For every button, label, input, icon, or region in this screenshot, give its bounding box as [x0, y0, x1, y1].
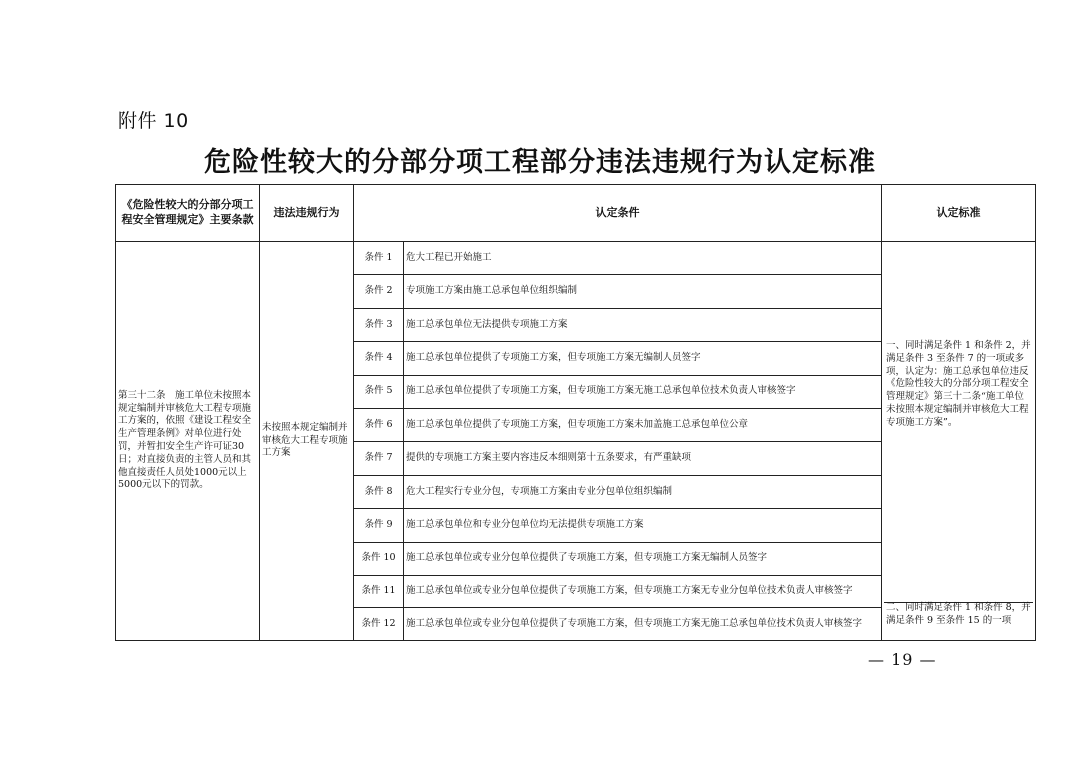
header-behavior: 违法违规行为	[260, 185, 354, 242]
condition-text: 施工总承包单位提供了专项施工方案，但专项施工方案无编制人员签字	[404, 342, 882, 375]
standards-table	[115, 184, 1036, 641]
page-number: — 19 —	[868, 650, 937, 669]
condition-label: 条件 8	[354, 475, 404, 508]
header-clause: 《危险性较大的分部分项工程安全管理规定》主要条款	[116, 185, 260, 242]
condition-label: 条件 1	[354, 242, 404, 275]
condition-label: 条件 10	[354, 542, 404, 575]
standard-one: 一、同时满足条件 1 和条件 2，并满足条件 3 至条件 7 的一项或多项，认定为：施工总承包单位违反《危险性较大的分部分项工程安全管理规定》第三十二条“施工单位未按照本规定编制并审核危大工程专项施工方案”。	[886, 340, 1031, 428]
condition-text: 危大工程实行专业分包，专项施工方案由专业分包单位组织编制	[404, 475, 882, 508]
standard-cell	[882, 242, 1036, 641]
condition-text: 施工总承包单位提供了专项施工方案，但专项施工方案未加盖施工总承包单位公章	[404, 409, 882, 442]
header-standard: 认定标准	[882, 185, 1036, 242]
condition-text: 专项施工方案由施工总承包单位组织编制	[404, 275, 882, 308]
condition-label: 条件 12	[354, 608, 404, 641]
condition-label: 条件 3	[354, 308, 404, 341]
condition-text: 施工总承包单位无法提供专项施工方案	[404, 308, 882, 341]
condition-label: 条件 4	[354, 342, 404, 375]
standard-two: 二、同时满足条件 1 和条件 8，并满足条件 9 至条件 15 的一项	[886, 602, 1031, 626]
table-header-row	[116, 185, 1036, 242]
condition-label: 条件 2	[354, 275, 404, 308]
condition-text: 提供的专项施工方案主要内容违反本细则第十五条要求，有严重缺项	[404, 442, 882, 475]
condition-label: 条件 11	[354, 576, 404, 608]
behavior-cell: 未按照本规定编制并审核危大工程专项施工方案	[260, 242, 354, 641]
header-conditions: 认定条件	[354, 185, 882, 242]
condition-label: 条件 7	[354, 442, 404, 475]
condition-text: 施工总承包单位提供了专项施工方案，但专项施工方案无施工总承包单位技术负责人审核签字	[404, 375, 882, 408]
condition-text: 危大工程已开始施工	[404, 242, 882, 275]
condition-label: 条件 9	[354, 509, 404, 542]
condition-text: 施工总承包单位和专业分包单位均无法提供专项施工方案	[404, 509, 882, 542]
table-row	[116, 242, 1036, 275]
clause-cell: 第三十二条 施工单位未按照本规定编制并审核危大工程专项施工方案的，依照《建设工程安全生产管理条例》对单位进行处罚，并暂扣安全生产许可证30日；对直接负责的主管人员和其他直接责任人员处1000元以上5000元以下的罚款。	[116, 242, 260, 641]
condition-label: 条件 6	[354, 409, 404, 442]
condition-text: 施工总承包单位或专业分包单位提供了专项施工方案，但专项施工方案无施工总承包单位技术负责人审核签字	[404, 608, 882, 641]
condition-label: 条件 5	[354, 375, 404, 408]
document-title: 危险性较大的分部分项工程部分违法违规行为认定标准	[204, 147, 876, 178]
condition-text: 施工总承包单位或专业分包单位提供了专项施工方案，但专项施工方案无编制人员签字	[404, 542, 882, 575]
attachment-label: 附件 10	[118, 110, 189, 132]
condition-text: 施工总承包单位或专业分包单位提供了专项施工方案，但专项施工方案无专业分包单位技术负责人审核签字	[404, 576, 882, 608]
